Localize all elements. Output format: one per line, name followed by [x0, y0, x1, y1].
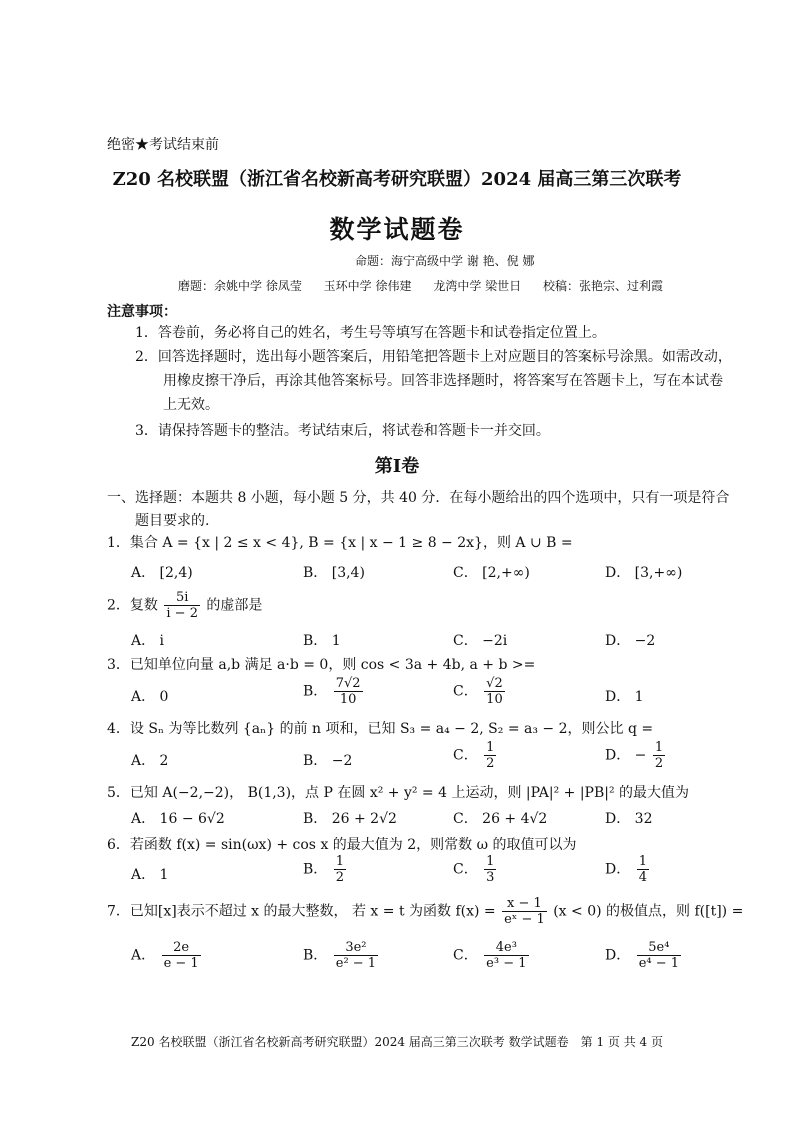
- reviewer-1: 磨题：余姚中学 徐凤莹: [178, 279, 302, 293]
- q3-option-c-frac: [484, 676, 505, 707]
- notice-item-3: 3．请保持答题卡的整洁。考试结束后，将试卷和答题卡一并交回。: [135, 423, 550, 439]
- q5-option-d: D． 32: [605, 811, 653, 827]
- q5-option-b: B． 26 + 2√2: [303, 811, 397, 827]
- q6d-den: 4: [638, 870, 647, 885]
- q7-option-a: [131, 940, 203, 971]
- q3-option-b-frac: [334, 676, 363, 707]
- q2-num: 5i: [164, 590, 200, 606]
- q3-option-b: [303, 676, 365, 707]
- section-heading: 一、选择题：本题共 8 小题，每小题 5 分，共 40 分．在每小题给出的四个选项中，只有一项是符合: [107, 490, 730, 506]
- reviewer-2: 玉环中学 徐伟建: [323, 279, 412, 293]
- notice-item-1: 1．答卷前，务必将自己的姓名，考生号等填写在答题卡和试卷指定位置上。: [135, 325, 606, 341]
- q7c-den: e³ − 1: [486, 956, 527, 971]
- q7-option-b: [303, 940, 380, 971]
- q7-option-d-label: D．: [605, 947, 631, 964]
- q3-option-c-label: C．: [453, 683, 478, 700]
- q6-option-b-label: B．: [303, 861, 328, 878]
- q4-option-c-label: C．: [453, 747, 478, 764]
- q4-option-b: B． −2: [303, 753, 353, 769]
- q4-option-c: [453, 740, 498, 771]
- q3-option-a: A． 0: [131, 689, 169, 705]
- q5-option-c: C． 26 + 4√2: [453, 811, 548, 827]
- q6-option-a: A． 1: [131, 867, 169, 883]
- q6c-num: 1: [486, 854, 495, 869]
- q4-option-c-frac: [484, 740, 496, 771]
- q7-option-b-label: B．: [303, 947, 328, 964]
- q1-option-b: B． [3,4): [303, 565, 365, 581]
- q6b-den: 2: [335, 870, 345, 885]
- question-4-stem: 4．设 Sₙ 为等比数列 {aₙ} 的前 n 项和，已知 S₃ = a₄ − 2, S₂ = a₃ − 2，则公比 q =: [107, 721, 654, 737]
- q1-option-d: D． [3,+∞): [605, 565, 683, 581]
- setter-line: 命题：海宁高级中学 谢 艳、倪 娜: [355, 254, 535, 268]
- q3c-num: √2: [486, 676, 503, 691]
- q4-option-d-frac: [653, 740, 665, 771]
- q3b-num: 7√2: [335, 676, 361, 691]
- exam-title: Z20 名校联盟（浙江省名校新高考研究联盟）2024 届高三第三次联考: [112, 169, 682, 190]
- q4-option-a: A． 2: [131, 753, 169, 769]
- question-6-stem: 6．若函数 f(x) = sin(ωx) + cos x 的最大值为 2，则常数 ω 的取值可以为: [107, 837, 577, 853]
- section-heading-cont: 题目要求的.: [135, 513, 210, 529]
- q7-option-c-label: C．: [453, 947, 478, 964]
- question-7-stem: [107, 896, 743, 927]
- q7-option-d: [605, 940, 683, 971]
- q2-den: i − 2: [166, 606, 198, 621]
- question-3-stem: 3．已知单位向量 a,b 满足 a·b = 0，则 cos < 3a + 4b, a + b >=: [107, 657, 536, 673]
- question-1-stem: 1．集合 A = {x | 2 ≤ x < 4}, B = {x | x − 1 ≥ 8 − 2x}，则 A ∪ B =: [107, 535, 573, 551]
- q7b-den: e² − 1: [335, 956, 377, 971]
- q7d-den: e⁴ − 1: [638, 956, 680, 971]
- q6-option-c-frac: [484, 854, 496, 885]
- q3-option-c: [453, 676, 507, 707]
- q4-option-d-label: D． −: [605, 747, 647, 764]
- q7-stem-post: (x < 0) 的极值点，则 f([t]) =: [553, 903, 744, 920]
- q2-stem-post: 的虚部是: [206, 597, 263, 614]
- notice-item-2-cont: 用橡皮擦干净后，再涂其他答案标号。回答非选择题时，将答案写在答题卡上，写在本试卷: [163, 373, 723, 389]
- notice-heading: 注意事项：: [107, 304, 177, 320]
- exam-subtitle: 数学试题卷: [329, 215, 465, 244]
- proofreader: 校稿：张艳宗、过利霞: [542, 279, 663, 293]
- q6-option-c-label: C．: [453, 861, 478, 878]
- q7d-num: 5e⁴: [637, 940, 681, 956]
- q6-option-d: [605, 854, 651, 885]
- q2-option-b: B． 1: [303, 633, 341, 649]
- q7-fraction: [502, 896, 547, 927]
- q7-option-b-frac: [334, 940, 378, 971]
- q6-option-b-frac: [334, 854, 346, 885]
- notice-item-2-end: 上无效。: [163, 397, 219, 413]
- q5-option-a: A． 16 − 6√2: [131, 811, 225, 827]
- q7-stem-pre: 7．已知[x]表示不超过 x 的最大整数， 若 x = t 为函数 f(x) =: [107, 903, 496, 920]
- q3-option-b-label: B．: [303, 683, 328, 700]
- q7b-num: 3e²: [334, 940, 378, 956]
- q7c-num: 4e³: [484, 940, 528, 956]
- reviewer-3: 龙湾中学 梁世日: [433, 279, 522, 293]
- q7a-den: e − 1: [163, 956, 199, 971]
- q7-num: x − 1: [502, 896, 547, 912]
- secret-label: 绝密★考试结束前: [107, 137, 219, 153]
- q6c-den: 3: [486, 870, 495, 885]
- q6-option-c: [453, 854, 498, 885]
- q2-option-d: D． −2: [605, 633, 656, 649]
- q7a-num: 2e: [162, 940, 201, 956]
- q4c-den: 2: [486, 756, 495, 771]
- q6-option-d-frac: [637, 854, 649, 885]
- q2-option-a: A． i: [131, 633, 165, 649]
- q3-option-d: D． 1: [605, 689, 644, 705]
- q4d-den: 2: [654, 756, 664, 771]
- q2-option-c: C． −2i: [453, 633, 508, 649]
- q7-option-c: [453, 940, 531, 971]
- q2-stem-pre: 2．复数: [107, 597, 158, 614]
- q4-option-d: [605, 740, 667, 771]
- q1-option-c: C． [2,+∞): [453, 565, 530, 581]
- q3b-den: 10: [339, 692, 357, 707]
- notice-item-2: 2．回答选择题时，选出每小题答案后，用铅笔把答题卡上对应题目的答案标号涂黑。如需改动，: [135, 349, 732, 365]
- q3c-den: 10: [486, 692, 503, 707]
- page-footer: Z20 名校联盟（浙江省名校新高考研究联盟）2024 届高三第三次联考 数学试题卷 第 1 页 共 4 页: [131, 1035, 663, 1049]
- q1-option-a: A． [2,4): [131, 565, 193, 581]
- q7-option-d-frac: [637, 940, 681, 971]
- q4c-num: 1: [486, 740, 495, 755]
- q6-option-d-label: D．: [605, 861, 631, 878]
- q7-den: eˣ − 1: [504, 912, 545, 927]
- q6d-num: 1: [638, 854, 647, 869]
- q7-option-a-frac: [162, 940, 201, 971]
- question-2-stem: [107, 590, 262, 621]
- q4d-num: 1: [654, 740, 664, 755]
- q2-fraction: [164, 590, 200, 621]
- q7-option-c-frac: [484, 940, 528, 971]
- q6-option-b: [303, 854, 348, 885]
- question-5-stem: 5．已知 A(−2,−2)， B(1,3)，点 P 在圆 x² + y² = 4 上运动，则 |PA|² + |PB|² 的最大值为: [107, 785, 690, 801]
- q7-option-a-label: A．: [131, 947, 156, 964]
- reviewer-line: [178, 277, 681, 294]
- part-title: 第Ⅰ卷: [374, 456, 420, 477]
- q6b-num: 1: [335, 854, 345, 869]
